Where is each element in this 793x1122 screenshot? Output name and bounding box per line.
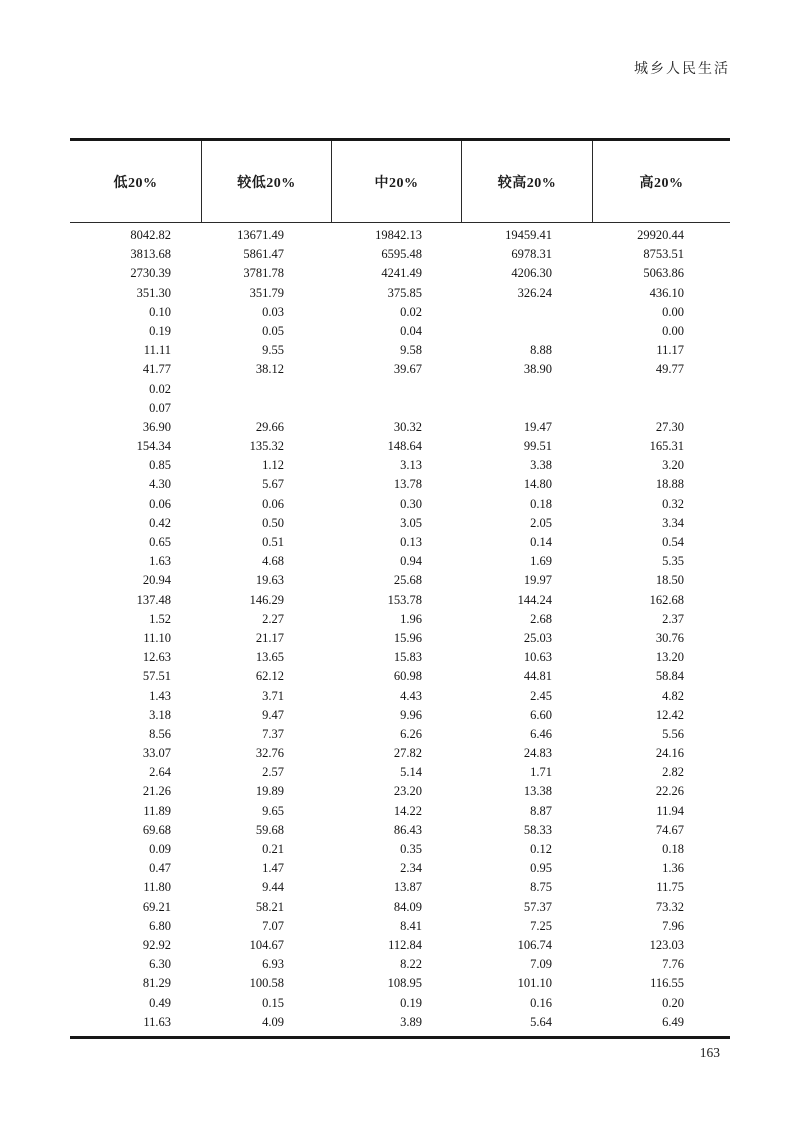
statistics-table <box>70 138 730 1039</box>
table-cell: 41.77 <box>142 362 171 377</box>
table-row <box>70 782 730 801</box>
table-cell: 0.18 <box>530 496 552 511</box>
table-cell <box>593 399 730 418</box>
table-cell: 0.05 <box>262 323 284 338</box>
table-cell: 3.05 <box>400 515 422 530</box>
table-cell: 11.94 <box>656 803 684 818</box>
table-cell: 24.83 <box>523 746 552 761</box>
table-cell <box>593 380 730 399</box>
table-cell: 57.51 <box>142 669 171 684</box>
table-cell: 7.09 <box>530 957 552 972</box>
table-cell: 36.90 <box>142 419 171 434</box>
table-cell <box>202 380 332 399</box>
table-cell: 1.63 <box>149 554 171 569</box>
table-cell: 84.09 <box>393 899 422 914</box>
table-cell: 4.30 <box>149 477 171 492</box>
table-cell: 0.50 <box>262 515 284 530</box>
table-cell: 2.27 <box>262 611 284 626</box>
table-cell: 0.02 <box>400 304 422 319</box>
table-cell: 10.63 <box>523 650 552 665</box>
table-row <box>70 744 730 763</box>
column-header-lower-mid-20pct: 较低20% <box>202 141 332 222</box>
table-body <box>70 223 730 1036</box>
table-cell: 0.02 <box>149 381 171 396</box>
table-row <box>70 878 730 897</box>
table-row <box>70 821 730 840</box>
table-cell: 137.48 <box>136 592 171 607</box>
table-cell: 351.79 <box>249 285 284 300</box>
table-cell: 375.85 <box>387 285 422 300</box>
table-cell: 13.87 <box>393 880 422 895</box>
table-cell: 7.76 <box>662 957 684 972</box>
table-cell: 27.30 <box>655 419 684 434</box>
table-row <box>70 955 730 974</box>
table-cell: 19.89 <box>255 784 284 799</box>
table-cell: 1.12 <box>262 458 284 473</box>
table-row <box>70 936 730 955</box>
table-cell: 153.78 <box>387 592 422 607</box>
table-cell: 3.13 <box>400 458 422 473</box>
table-cell: 38.12 <box>255 362 284 377</box>
table-cell: 19.97 <box>523 573 552 588</box>
table-cell: 44.81 <box>523 669 552 684</box>
table-cell: 0.21 <box>262 842 284 856</box>
table-cell: 8.41 <box>400 918 422 933</box>
table-cell: 12.42 <box>655 707 684 722</box>
table-cell: 106.74 <box>517 937 552 952</box>
table-row <box>70 284 730 303</box>
table-cell: 39.67 <box>393 362 422 377</box>
table-cell: 20.94 <box>142 573 171 588</box>
table-cell: 1.36 <box>662 861 684 876</box>
table-row <box>70 706 730 725</box>
table-cell: 1.96 <box>400 611 422 626</box>
table-cell: 15.96 <box>393 630 422 645</box>
table-cell: 104.67 <box>249 937 284 952</box>
table-cell: 5063.86 <box>643 266 684 281</box>
table-cell <box>332 380 462 399</box>
table-cell: 13671.49 <box>237 228 284 242</box>
table-cell: 112.84 <box>388 937 422 952</box>
table-cell: 2.68 <box>530 611 552 626</box>
table-row <box>70 859 730 878</box>
table-cell: 0.49 <box>149 995 171 1010</box>
table-cell: 62.12 <box>255 669 284 684</box>
table-cell: 3.34 <box>662 515 684 530</box>
table-row <box>70 495 730 514</box>
table-cell: 0.47 <box>149 861 171 876</box>
table-cell: 4.68 <box>262 554 284 569</box>
column-header-middle-20pct: 中20% <box>332 141 462 222</box>
table-cell: 0.42 <box>149 515 171 530</box>
table-cell: 4.82 <box>662 688 684 703</box>
table-row <box>70 380 730 399</box>
table-cell: 11.89 <box>143 803 171 818</box>
table-cell: 1.47 <box>262 861 284 876</box>
table-cell: 8753.51 <box>643 247 684 262</box>
table-cell: 2.37 <box>662 611 684 626</box>
table-cell: 7.25 <box>530 918 552 933</box>
table-row <box>70 399 730 418</box>
table-cell: 0.65 <box>149 535 171 549</box>
table-row <box>70 725 730 744</box>
table-cell: 11.10 <box>143 630 171 645</box>
table-cell: 60.98 <box>393 669 422 684</box>
table-cell: 24.16 <box>655 746 684 761</box>
table-cell: 22.26 <box>655 784 684 799</box>
table-cell: 30.76 <box>655 630 684 645</box>
table-cell: 19842.13 <box>375 228 422 242</box>
table-cell: 0.07 <box>149 400 171 415</box>
column-header-low-20pct: 低20% <box>70 141 202 222</box>
table-cell: 2.34 <box>400 861 422 876</box>
table-row <box>70 667 730 686</box>
table-row <box>70 226 730 245</box>
table-cell: 9.65 <box>262 803 284 818</box>
table-row <box>70 917 730 936</box>
table-cell: 19.47 <box>523 419 552 434</box>
table-cell: 123.03 <box>649 937 684 952</box>
table-cell: 2.57 <box>262 765 284 780</box>
table-cell: 9.55 <box>262 343 284 358</box>
table-cell: 18.50 <box>655 573 684 588</box>
table-cell: 0.85 <box>149 458 171 473</box>
table-cell: 0.35 <box>400 842 422 856</box>
table-cell: 11.80 <box>143 880 171 895</box>
table-cell: 0.19 <box>149 323 171 338</box>
table-row <box>70 456 730 475</box>
table-cell: 0.12 <box>530 842 552 856</box>
table-row <box>70 437 730 456</box>
table-cell: 23.20 <box>393 784 422 799</box>
table-cell: 99.51 <box>523 439 552 454</box>
table-cell: 11.75 <box>656 880 684 895</box>
table-row <box>70 322 730 341</box>
table-cell: 0.04 <box>400 323 422 338</box>
table-cell <box>202 399 332 418</box>
table-cell: 13.38 <box>523 784 552 799</box>
table-cell: 6595.48 <box>381 247 422 262</box>
table-cell: 351.30 <box>136 285 171 300</box>
table-cell <box>332 399 462 418</box>
table-cell: 8.56 <box>149 726 171 741</box>
table-row <box>70 303 730 322</box>
table-cell: 2730.39 <box>130 266 171 281</box>
table-cell: 6.60 <box>530 707 552 722</box>
column-header-upper-mid-20pct: 较高20% <box>462 141 593 222</box>
table-row <box>70 418 730 437</box>
table-row <box>70 533 730 552</box>
table-cell: 154.34 <box>136 439 171 454</box>
table-cell: 2.64 <box>149 765 171 780</box>
table-cell: 0.30 <box>400 496 422 511</box>
table-cell: 18.88 <box>655 477 684 492</box>
table-cell: 3.89 <box>400 1014 422 1029</box>
table-cell: 25.03 <box>523 630 552 645</box>
table-cell: 0.19 <box>400 995 422 1010</box>
table-cell: 162.68 <box>649 592 684 607</box>
table-row <box>70 591 730 610</box>
table-cell: 0.13 <box>400 535 422 549</box>
table-cell: 59.68 <box>255 822 284 837</box>
table-row <box>70 552 730 571</box>
table-cell: 27.82 <box>393 746 422 761</box>
table-cell: 0.16 <box>530 995 552 1010</box>
table-cell: 0.54 <box>662 535 684 549</box>
table-row <box>70 974 730 993</box>
table-cell: 30.32 <box>393 419 422 434</box>
table-cell: 135.32 <box>249 439 284 454</box>
table-cell: 6.46 <box>530 726 552 741</box>
table-row <box>70 763 730 782</box>
table-cell <box>462 399 593 418</box>
table-row <box>70 802 730 821</box>
table-row <box>70 514 730 533</box>
page-number: 163 <box>699 1045 720 1060</box>
table-cell: 6.49 <box>662 1014 684 1029</box>
table-cell: 3813.68 <box>130 247 171 262</box>
table-row <box>70 1013 730 1032</box>
table-cell: 49.77 <box>655 362 684 377</box>
table-row <box>70 840 730 859</box>
table-cell: 146.29 <box>249 592 284 607</box>
table-cell: 14.80 <box>523 477 552 492</box>
table-cell: 7.96 <box>662 918 684 933</box>
table-cell: 326.24 <box>517 285 552 300</box>
table-cell: 6.80 <box>149 918 171 933</box>
table-cell: 25.68 <box>393 573 422 588</box>
table-cell: 9.47 <box>262 707 284 722</box>
table-cell: 4.09 <box>262 1014 284 1029</box>
table-cell: 4241.49 <box>381 266 422 281</box>
table-cell: 0.32 <box>662 496 684 511</box>
table-row <box>70 475 730 494</box>
table-cell: 8042.82 <box>130 228 171 242</box>
table-cell: 29.66 <box>255 419 284 434</box>
table-cell: 2.45 <box>530 688 552 703</box>
table-cell: 436.10 <box>649 285 684 300</box>
table-cell: 1.43 <box>149 688 171 703</box>
table-cell: 5.14 <box>400 765 422 780</box>
table-cell: 69.21 <box>142 899 171 914</box>
table-cell: 32.76 <box>255 746 284 761</box>
table-cell: 8.75 <box>530 880 552 895</box>
table-cell: 11.11 <box>143 343 171 358</box>
table-cell: 92.92 <box>142 937 171 952</box>
table-cell: 81.29 <box>142 976 171 991</box>
table-cell: 0.95 <box>530 861 552 876</box>
table-cell: 9.96 <box>400 707 422 722</box>
table-cell: 8.88 <box>530 343 552 358</box>
table-cell: 38.90 <box>523 362 552 377</box>
table-cell: 6978.31 <box>511 247 552 262</box>
table-row <box>70 898 730 917</box>
table-cell <box>462 380 593 399</box>
table-cell: 29920.44 <box>637 228 684 242</box>
table-cell: 5.67 <box>262 477 284 492</box>
table-cell: 9.58 <box>400 343 422 358</box>
running-header-title: 城乡人民生活 <box>634 62 730 77</box>
table-cell: 7.07 <box>262 918 284 933</box>
table-cell: 1.69 <box>530 554 552 569</box>
table-cell: 58.21 <box>255 899 284 914</box>
table-cell: 0.51 <box>262 535 284 549</box>
table-cell: 21.26 <box>142 784 171 799</box>
table-row <box>70 571 730 590</box>
table-cell: 0.06 <box>262 496 284 511</box>
table-cell: 0.15 <box>262 995 284 1010</box>
table-cell: 13.65 <box>255 650 284 665</box>
table-cell: 0.06 <box>149 496 171 511</box>
table-cell: 148.64 <box>387 439 422 454</box>
table-cell: 1.52 <box>149 611 171 626</box>
table-cell: 19.63 <box>255 573 284 588</box>
table-cell: 11.63 <box>143 1014 171 1029</box>
table-row <box>70 629 730 648</box>
table-cell: 12.63 <box>142 650 171 665</box>
table-cell: 5.56 <box>662 726 684 741</box>
table-cell: 0.09 <box>149 842 171 856</box>
table-cell: 6.93 <box>262 957 284 972</box>
table-cell: 11.17 <box>656 343 684 358</box>
table-cell: 74.67 <box>655 822 684 837</box>
table-cell: 3.38 <box>530 458 552 473</box>
table-cell: 6.26 <box>400 726 422 741</box>
table-cell: 0.00 <box>662 323 684 338</box>
table-cell: 73.32 <box>655 899 684 914</box>
table-header-row <box>70 141 730 223</box>
table-cell <box>462 322 593 341</box>
table-cell: 0.03 <box>262 304 284 319</box>
table-cell: 15.83 <box>393 650 422 665</box>
table-cell: 5861.47 <box>243 247 284 262</box>
table-cell: 0.10 <box>149 304 171 319</box>
table-cell: 14.22 <box>393 803 422 818</box>
table-row <box>70 360 730 379</box>
table-cell: 0.18 <box>662 842 684 856</box>
table-cell <box>462 303 593 322</box>
table-cell: 33.07 <box>142 746 171 761</box>
table-row <box>70 610 730 629</box>
table-cell: 101.10 <box>517 976 552 991</box>
table-cell: 6.30 <box>149 957 171 972</box>
table-cell: 3.18 <box>149 707 171 722</box>
table-cell: 116.55 <box>650 976 684 991</box>
table-cell: 3.20 <box>662 458 684 473</box>
table-cell: 57.37 <box>523 899 552 914</box>
table-cell: 3.71 <box>262 688 284 703</box>
table-cell: 13.78 <box>393 477 422 492</box>
table-cell: 108.95 <box>387 976 422 991</box>
table-cell: 0.00 <box>662 304 684 319</box>
table-cell: 5.35 <box>662 554 684 569</box>
table-cell: 19459.41 <box>505 228 552 242</box>
table-cell: 21.17 <box>255 630 284 645</box>
table-cell: 58.33 <box>523 822 552 837</box>
table-cell: 0.20 <box>662 995 684 1010</box>
table-row <box>70 994 730 1013</box>
table-cell: 13.20 <box>655 650 684 665</box>
table-cell: 2.82 <box>662 765 684 780</box>
column-header-high-20pct: 高20% <box>639 175 684 191</box>
table-cell: 69.68 <box>142 822 171 837</box>
table-cell: 100.58 <box>249 976 284 991</box>
table-cell: 165.31 <box>649 439 684 454</box>
table-cell: 0.14 <box>530 535 552 549</box>
table-cell: 5.64 <box>530 1014 552 1029</box>
table-cell: 58.84 <box>655 669 684 684</box>
table-row <box>70 341 730 360</box>
table-cell: 7.37 <box>262 726 284 741</box>
table-row <box>70 648 730 667</box>
table-cell: 9.44 <box>262 880 284 895</box>
table-cell: 4206.30 <box>511 266 552 281</box>
table-cell: 4.43 <box>400 688 422 703</box>
table-cell: 8.22 <box>400 957 422 972</box>
table-row <box>70 687 730 706</box>
table-cell: 144.24 <box>517 592 552 607</box>
table-cell: 8.87 <box>530 803 552 818</box>
table-cell: 1.71 <box>530 765 552 780</box>
table-cell: 86.43 <box>393 822 422 837</box>
table-cell: 3781.78 <box>243 266 284 281</box>
table-cell: 0.94 <box>400 554 422 569</box>
table-cell: 2.05 <box>530 515 552 530</box>
table-row <box>70 245 730 264</box>
table-row <box>70 264 730 283</box>
